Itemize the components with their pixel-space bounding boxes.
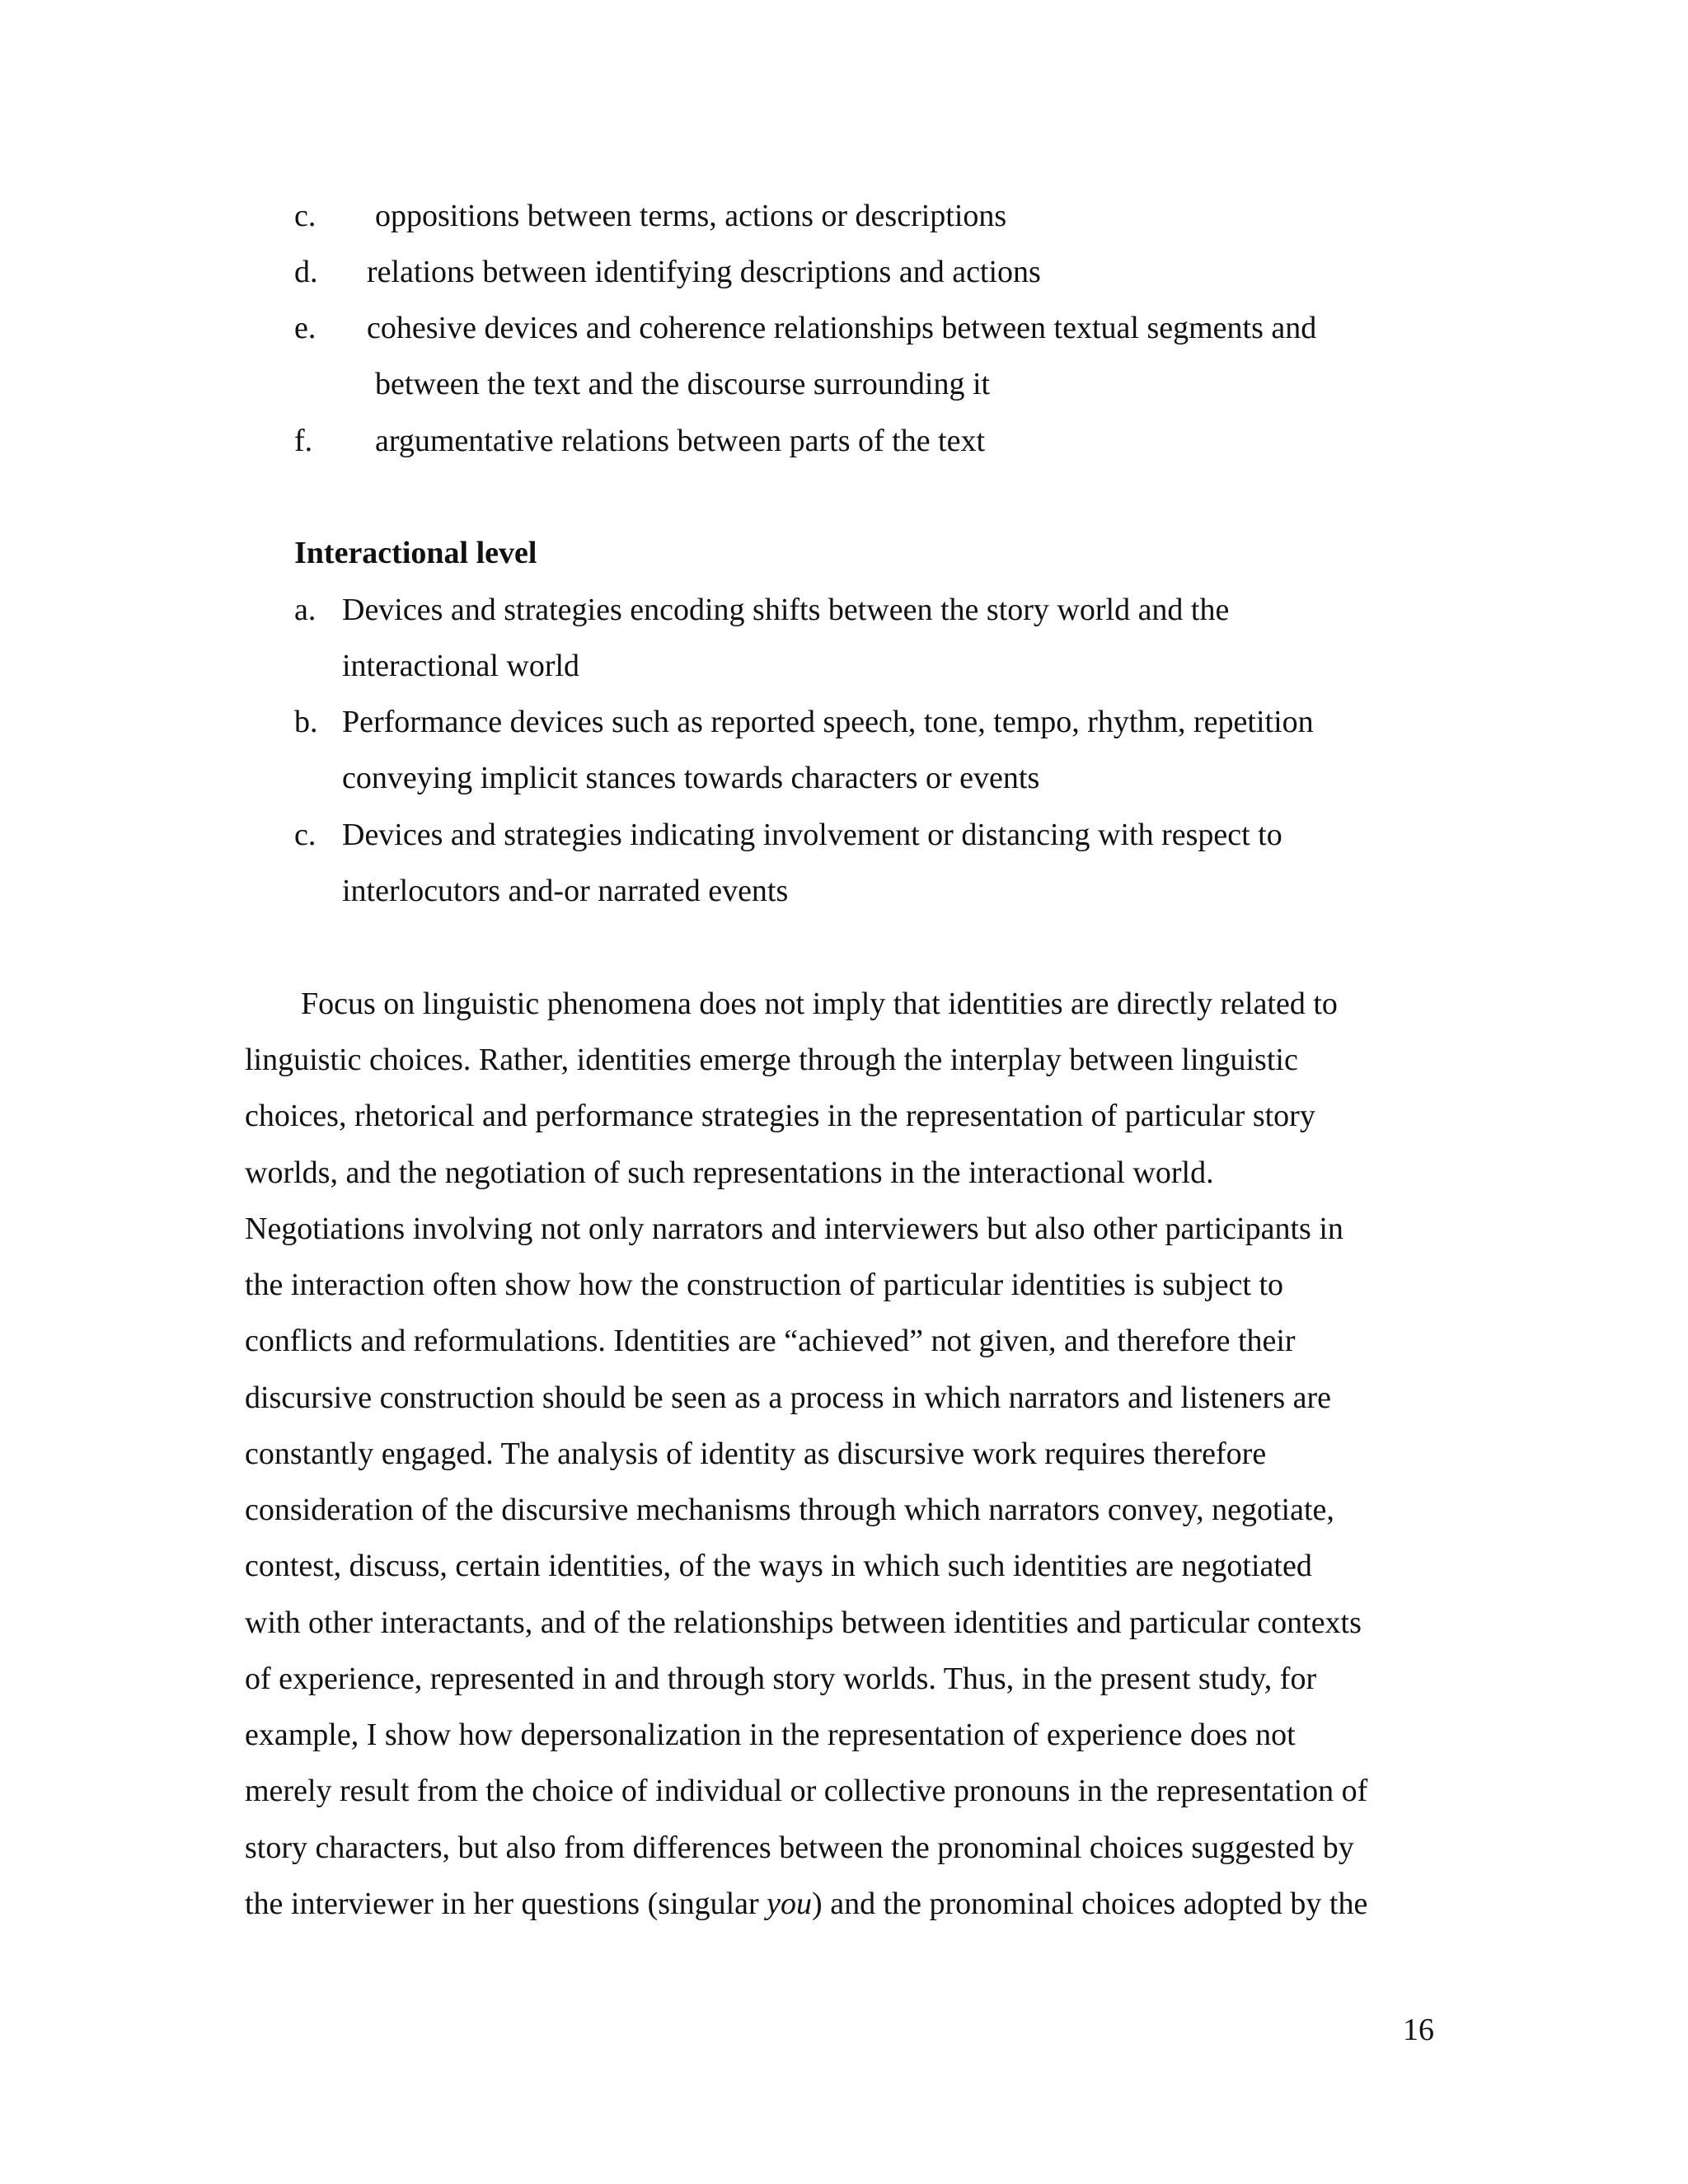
list-marker: c.	[294, 818, 316, 852]
paragraph-line: choices, rhetorical and performance strategies in the representation of particular story	[245, 1099, 1315, 1133]
paragraph-line: example, I show how depersonalization in the representation of experience does not	[245, 1718, 1296, 1752]
paragraph-line: Focus on linguistic phenomena does not imply that identities are directly related to	[301, 987, 1338, 1021]
list-item-text: relations between identifying descriptions and actions	[367, 255, 1041, 289]
list-item-text: interactional world	[342, 649, 580, 683]
paragraph-line: consideration of the discursive mechanisms through which narrators convey, negotiate,	[245, 1493, 1334, 1527]
list-item-text: oppositions between terms, actions or descriptions	[375, 199, 1007, 233]
paragraph-line: worlds, and the negotiation of such representations in the interactional world.	[245, 1155, 1214, 1190]
list-item-text: Devices and strategies indicating involvement or distancing with respect to	[342, 818, 1282, 852]
paragraph-line: story characters, but also from differences between the pronominal choices suggested by	[245, 1830, 1354, 1865]
list-item-text: argumentative relations between parts of the text	[375, 424, 986, 458]
list-marker: d.	[294, 255, 318, 289]
paragraph-line: conflicts and reformulations. Identities are “achieved” not given, and therefore their	[245, 1324, 1296, 1358]
list-marker: b.	[294, 705, 318, 739]
paragraph-text: the interviewer in her questions (singular	[245, 1886, 767, 1921]
list-item-text: conveying implicit stances towards characters or events	[342, 761, 1040, 795]
list-item-text: Performance devices such as reported speech, tone, tempo, rhythm, repetition	[342, 705, 1314, 739]
list-marker: a.	[294, 593, 316, 627]
list-item-text: Devices and strategies encoding shifts between the story world and the	[342, 593, 1230, 627]
list-marker: f.	[294, 424, 313, 458]
paragraph-line: with other interactants, and of the relationships between identities and particular contexts	[245, 1605, 1362, 1640]
emphasis: you	[767, 1886, 813, 1921]
list-marker: c.	[294, 199, 316, 233]
paragraph-line: linguistic choices. Rather, identities emerge through the interplay between linguistic	[245, 1043, 1298, 1077]
paragraph-line: merely result from the choice of individual or collective pronouns in the representation of	[245, 1774, 1368, 1808]
list-marker: e.	[294, 311, 316, 345]
list-item-text: between the text and the discourse surrounding it	[375, 367, 991, 401]
paragraph-line: constantly engaged. The analysis of identity as discursive work requires therefore	[245, 1436, 1267, 1471]
page-number: 16	[1403, 2013, 1434, 2047]
paragraph-line: contest, discuss, certain identities, of the ways in which such identities are negotiated	[245, 1549, 1312, 1583]
paragraph-line: discursive construction should be seen as a process in which narrators and listeners are	[245, 1380, 1331, 1415]
section-heading: Interactional level	[294, 536, 537, 570]
list-item-text: cohesive devices and coherence relationships between textual segments and	[367, 311, 1317, 345]
paragraph-line: of experience, represented in and through story worlds. Thus, in the present study, for	[245, 1661, 1317, 1696]
paragraph-text: ) and the pronominal choices adopted by the	[812, 1886, 1368, 1921]
list-item-text: interlocutors and-or narrated events	[342, 874, 789, 908]
paragraph-line: Negotiations involving not only narrators and interviewers but also other participants in	[245, 1212, 1343, 1246]
paragraph-line-last	[245, 1885, 1367, 1923]
paragraph-line: the interaction often show how the construction of particular identities is subject to	[245, 1268, 1284, 1302]
